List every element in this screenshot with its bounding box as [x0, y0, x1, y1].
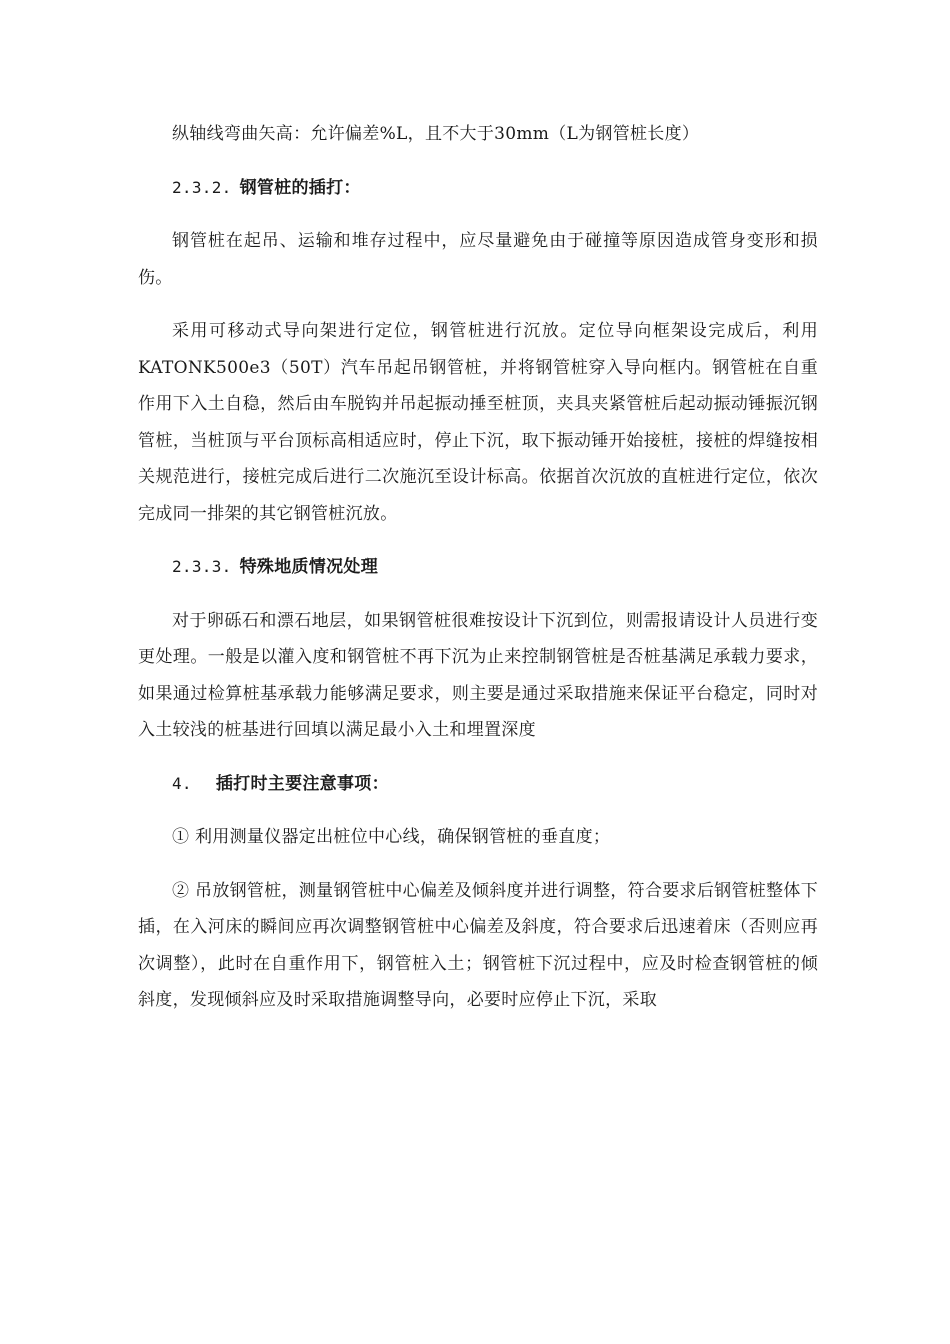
- heading-4: [138, 766, 818, 803]
- heading-2-3-3: [138, 549, 818, 586]
- paragraph-positioning: 采用可移动式导向架进行定位，钢管桩进行沉放。定位导向框架设完成后，利用KATONK500e3（50T）汽车吊起吊钢管桩，并将钢管桩穿入导向框内。钢管桩在自重作用下入土自稳，然后由车脱钩并吊起振动捶至桩顶，夹具夹紧管桩后起动振动锤振沉钢管桩，当桩顶与平台顶标高相适应时，停止下沉，取下振动锤开始接桩，接桩的焊缝按相关规范进行，接桩完成后进行二次施沉至设计标高。依据首次沉放的直桩进行定位，依次完成同一排架的其它钢管桩沉放。: [138, 321, 818, 524]
- list-item-1: ① 利用测量仪器定出桩位中心线，确保钢管桩的垂直度；: [172, 827, 611, 847]
- heading-number: 4.: [172, 773, 192, 793]
- document-page: [138, 116, 818, 1036]
- heading-title: 插打时主要注意事项：: [215, 773, 389, 794]
- heading-title: 特殊地质情况处理: [239, 557, 379, 577]
- heading-number: 2.3.3.: [172, 557, 232, 576]
- paragraph-tolerance: 纵轴线弯曲矢高：允许偏差%L，且不大于30mm（L为钢管桩长度）: [172, 124, 700, 144]
- heading-title: 钢管桩的插打：: [239, 177, 361, 198]
- heading-number: 2.3.2.: [172, 177, 232, 197]
- list-item-2: ② 吊放钢管桩，测量钢管桩中心偏差及倾斜度并进行调整，符合要求后钢管桩整体下插，在入河床的瞬间应再次调整钢管桩中心偏差及斜度，符合要求后迅速着床（否则应再次调整），此时在自重作用下，钢管桩入土；钢管桩下沉过程中，应及时检查钢管桩的倾斜度，发现倾斜应及时采取措施调整导向，必要时应停止下沉，采取: [138, 880, 818, 1010]
- paragraph-handling: 钢管桩在起吊、运输和堆存过程中，应尽量避免由于碰撞等原因造成管身变形和损伤。: [138, 231, 818, 288]
- paragraph-geology: 对于卵砾石和漂石地层，如果钢管桩很难按设计下沉到位，则需报请设计人员进行变更处理。一般是以灌入度和钢管桩不再下沉为止来控制钢管桩是否桩基满足承载力要求，如果通过检算桩基承载力能够满足要求，则主要是通过采取措施来保证平台稳定，同时对入土较浅的桩基进行回填以满足最小入土和埋置深度: [138, 610, 818, 740]
- heading-2-3-2: [138, 170, 818, 207]
